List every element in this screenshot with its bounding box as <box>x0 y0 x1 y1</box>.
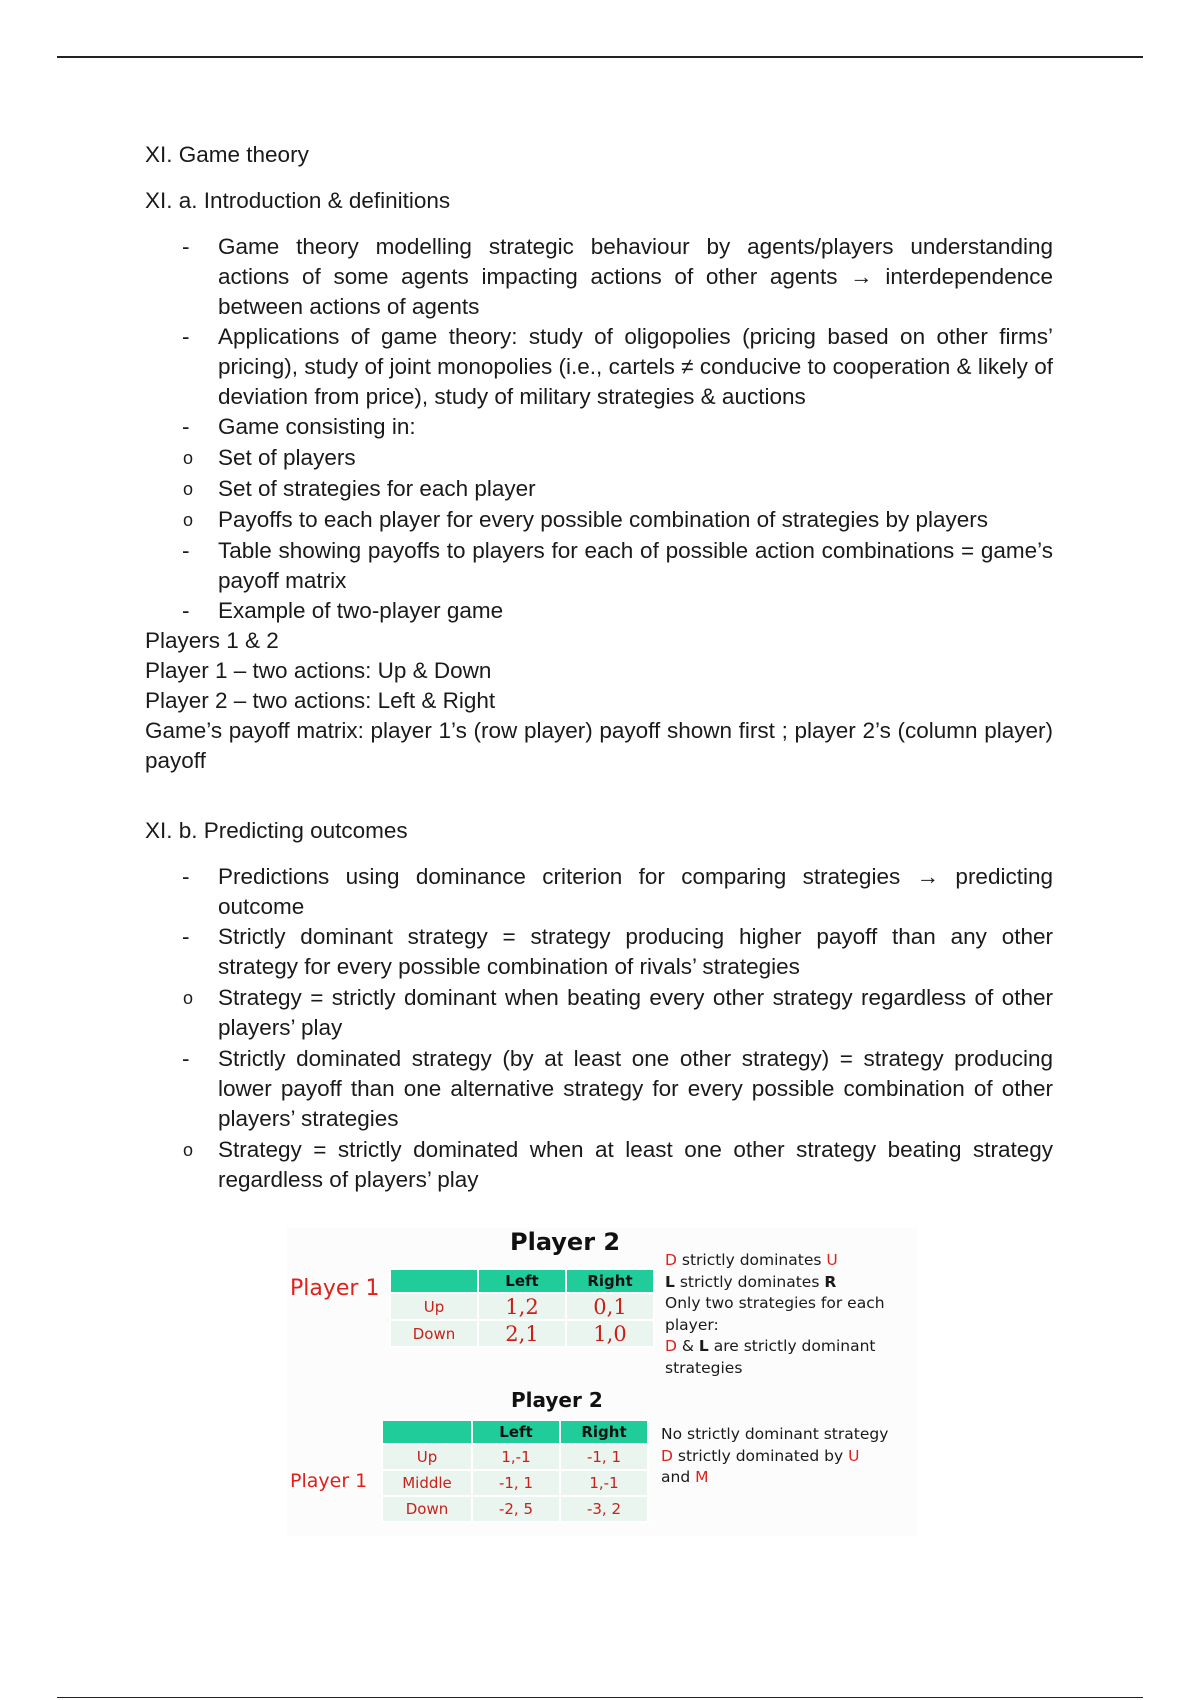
note-token: & <box>676 1337 699 1355</box>
bullet-item: - Example of two-player game <box>145 596 1053 626</box>
fig1-note <box>665 1250 885 1379</box>
payoff-cell: -1, 1 <box>472 1470 560 1496</box>
bullet-text: Strictly dominated strategy (by at least one other strategy) = strategy producing lower payoff than one alternative strategy for every possible combination of other players’ strategies <box>218 1046 1053 1131</box>
note-token: D <box>665 1337 677 1355</box>
fig1-player1-label: Player 1 <box>290 1276 380 1301</box>
note-token: are strictly dominant <box>708 1337 876 1355</box>
note-token: R <box>824 1272 837 1291</box>
fig2-note <box>661 1424 888 1489</box>
sub-bullet-list <box>145 983 1053 1043</box>
column-header: Left <box>478 1269 566 1293</box>
header-rule <box>57 56 1143 58</box>
text-line: Players 1 & 2 <box>145 628 279 653</box>
row-label: Down <box>390 1320 478 1347</box>
corner-cell <box>382 1420 472 1444</box>
bullet-item <box>145 412 1053 535</box>
note-token: D <box>665 1251 677 1269</box>
fig2-player2-label: Player 2 <box>511 1388 603 1412</box>
bullet-item: - Predictions using dominance criterion for comparing strategies → predicting outcome <box>145 862 1053 922</box>
payoff-cell: 2,1 <box>478 1320 566 1347</box>
note-token: U <box>826 1251 838 1269</box>
sub-bullet-item: o Set of players <box>145 443 1053 473</box>
document-body <box>145 140 1053 1196</box>
sub-bullet-item: o Strategy = strictly dominant when beating every other strategy regardless of other players’ play <box>145 983 1053 1043</box>
footer-rule <box>57 1697 1143 1698</box>
column-header: Left <box>472 1420 560 1444</box>
note-token: strictly dominates <box>674 1272 825 1291</box>
payoff-cell: -3, 2 <box>560 1496 648 1522</box>
row-label: Up <box>382 1444 472 1470</box>
note-token: L <box>665 1272 675 1291</box>
note-line <box>665 1272 885 1294</box>
sub-bullet-list <box>145 1135 1053 1195</box>
payoff-matrices-figure <box>287 1228 917 1536</box>
row-label: Up <box>390 1293 478 1320</box>
fig1-payoff-table <box>389 1268 655 1348</box>
bullet-item <box>145 1044 1053 1195</box>
payoff-cell: 1,-1 <box>560 1470 648 1496</box>
note-line: Only two strategies for each <box>665 1294 885 1312</box>
text-line: Player 2 – two actions: Left & Right <box>145 688 496 713</box>
note-token: strictly dominates <box>676 1251 827 1269</box>
bullet-item: - Applications of game theory: study of oligopolies (pricing based on other firms’ pricing), study of joint monopolies (i.e., cartels ≠ conducive to cooperation & likely of deviation from price), study of military strategies & auctions <box>145 322 1053 412</box>
payoff-cell: -1, 1 <box>560 1444 648 1470</box>
bullet-text: Strictly dominant strategy = strategy producing higher payoff than any other strategy for every possible combination of rivals’ strategies <box>218 924 1053 979</box>
fig2-player1-label: Player 1 <box>290 1470 368 1492</box>
bullet-item: - Table showing payoffs to players for each of possible action combinations = game’s payoff matrix <box>145 536 1053 596</box>
sub-bullet-item: o Strategy = strictly dominated when at least one other strategy beating strategy regardless of players’ play <box>145 1135 1053 1195</box>
note-token: and <box>661 1468 696 1486</box>
payoff-cell: 1,-1 <box>472 1444 560 1470</box>
row-label: Down <box>382 1496 472 1522</box>
note-line: No strictly dominant strategy <box>661 1425 889 1443</box>
section-title: XI. Game theory <box>145 142 309 167</box>
sub-bullet-list <box>145 443 1053 535</box>
fig2-payoff-table <box>381 1419 649 1523</box>
bullet-item <box>145 922 1053 1043</box>
payoff-cell: 1,0 <box>566 1320 654 1347</box>
payoff-cell: -2, 5 <box>472 1496 560 1522</box>
payoff-cell: 1,2 <box>478 1293 566 1320</box>
example-lines <box>145 626 1053 776</box>
bullet-text: Game consisting in: <box>218 414 416 439</box>
note-token: M <box>695 1468 709 1486</box>
intro-bullet-list <box>145 232 1053 626</box>
sub-bullet-item: o Payoffs to each player for every possible combination of strategies by players <box>145 505 1053 535</box>
predicting-bullet-list <box>145 862 1053 1195</box>
note-line <box>661 1467 888 1489</box>
note-token: D <box>661 1446 673 1465</box>
note-token: strictly dominated by <box>672 1446 849 1465</box>
row-label: Middle <box>382 1470 472 1496</box>
note-line: player: <box>665 1315 719 1334</box>
note-line <box>661 1446 888 1468</box>
column-header: Right <box>566 1269 654 1293</box>
column-header: Right <box>560 1420 648 1444</box>
note-token: U <box>848 1446 860 1465</box>
subsection-title-predicting: XI. b. Predicting outcomes <box>145 818 408 843</box>
bullet-item: - Game theory modelling strategic behaviour by agents/players understanding actions of some agents impacting actions of other agents → interdependence between actions of agents <box>145 232 1053 322</box>
corner-cell <box>390 1269 478 1293</box>
payoff-cell: 0,1 <box>566 1293 654 1320</box>
fig1-player2-label: Player 2 <box>510 1228 621 1256</box>
note-line: strategies <box>665 1358 743 1377</box>
note-token: L <box>698 1337 709 1355</box>
subsection-title-intro: XI. a. Introduction & definitions <box>145 188 451 213</box>
note-line <box>665 1250 885 1272</box>
text-line: Player 1 – two actions: Up & Down <box>145 658 492 683</box>
sub-bullet-item: o Set of strategies for each player <box>145 474 1053 504</box>
text-line: Game’s payoff matrix: player 1’s (row player) payoff shown first ; player 2’s (column player) payoff <box>145 718 1053 773</box>
note-line <box>665 1336 885 1358</box>
